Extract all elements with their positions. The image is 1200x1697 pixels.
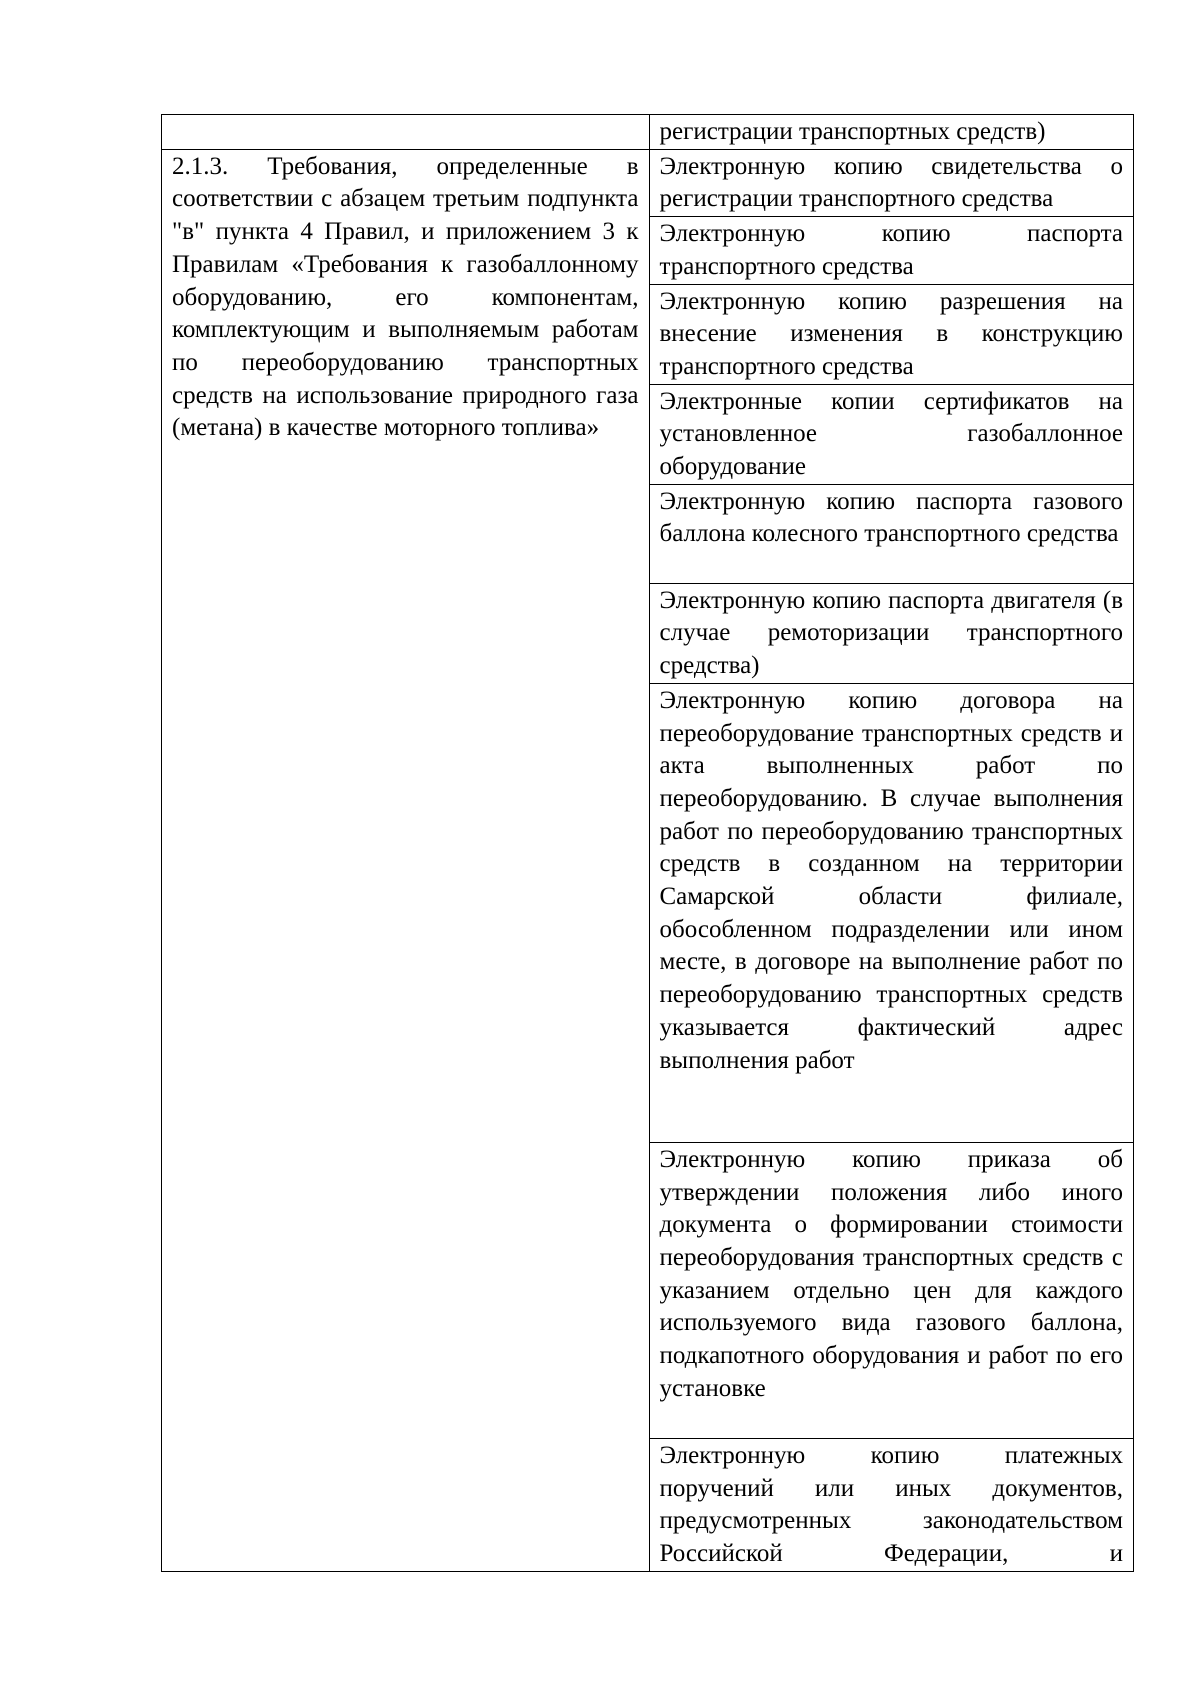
table-row xyxy=(162,115,1134,150)
table-cell-doc xyxy=(649,217,1134,284)
requirement-cell xyxy=(162,149,650,1571)
table-cell-doc xyxy=(649,484,1134,583)
document-item: Электронную копию разрешения на внесение изменения в конструкцию транспортного средства xyxy=(659,287,1123,380)
table-cell-doc xyxy=(649,284,1134,384)
table-cell-doc xyxy=(649,115,1134,150)
document-item: Электронную копию паспорта газового баллона колесного транспортного средства xyxy=(659,487,1123,548)
table-row xyxy=(162,149,1134,216)
document-item: Электронную копию приказа об утверждении положения либо иного документа о формировании стоимости переоборудования транспортных средств с указанием отдельно цен для каждого используемого вида газового баллона, подкапотного оборудования и работ по его установке xyxy=(659,1145,1123,1402)
document-item: Электронные копии сертификатов на установленное газобаллонное оборудование xyxy=(659,387,1123,481)
document-item: Электронную копию договора на переоборудование транспортных средств и акта выполненных работ по переоборудованию. В случае выполнения работ по переоборудованию транспортных средств в созданном на территории Самарской области филиале, обособленном подразделении или ином месте, в договоре на выполнение работ по переоборудованию транспортных средств указывается фактический адрес выполнения работ xyxy=(659,686,1123,1074)
document-item: Электронную копию паспорта двигателя (в случае ремоторизации транспортного средства) xyxy=(659,586,1123,680)
document-table xyxy=(161,114,1134,1572)
table-cell-doc xyxy=(649,1438,1134,1571)
requirement-text: 2.1.3. Требования, определенные в соответствии с абзацем третьим подпункта "в" пункта 4 Правил, и приложением 3 к Правилам «Требования к газобаллонному оборудованию, его компонентам, комплектующим и выполняемым работам по переоборудованию транспортных средств на использование природного газа (метана) в качестве моторного топлива» xyxy=(172,152,639,442)
table-cell-doc xyxy=(649,583,1134,683)
table-cell-doc xyxy=(649,1142,1134,1438)
table-cell-doc xyxy=(649,149,1134,216)
table-cell-doc xyxy=(649,384,1134,484)
cell-text: регистрации транспортных средств) xyxy=(659,118,1046,145)
table-cell-doc xyxy=(649,683,1134,1142)
table-cell-empty xyxy=(162,115,650,150)
document-item: Электронную копию платежных поручений или иных документов, предусмотренных законодательством Российской Федерации, и xyxy=(659,1441,1123,1567)
document-item: Электронную копию свидетельства о регистрации транспортного средства xyxy=(659,152,1123,213)
document-item: Электронную копию паспорта транспортного средства xyxy=(659,220,1123,280)
